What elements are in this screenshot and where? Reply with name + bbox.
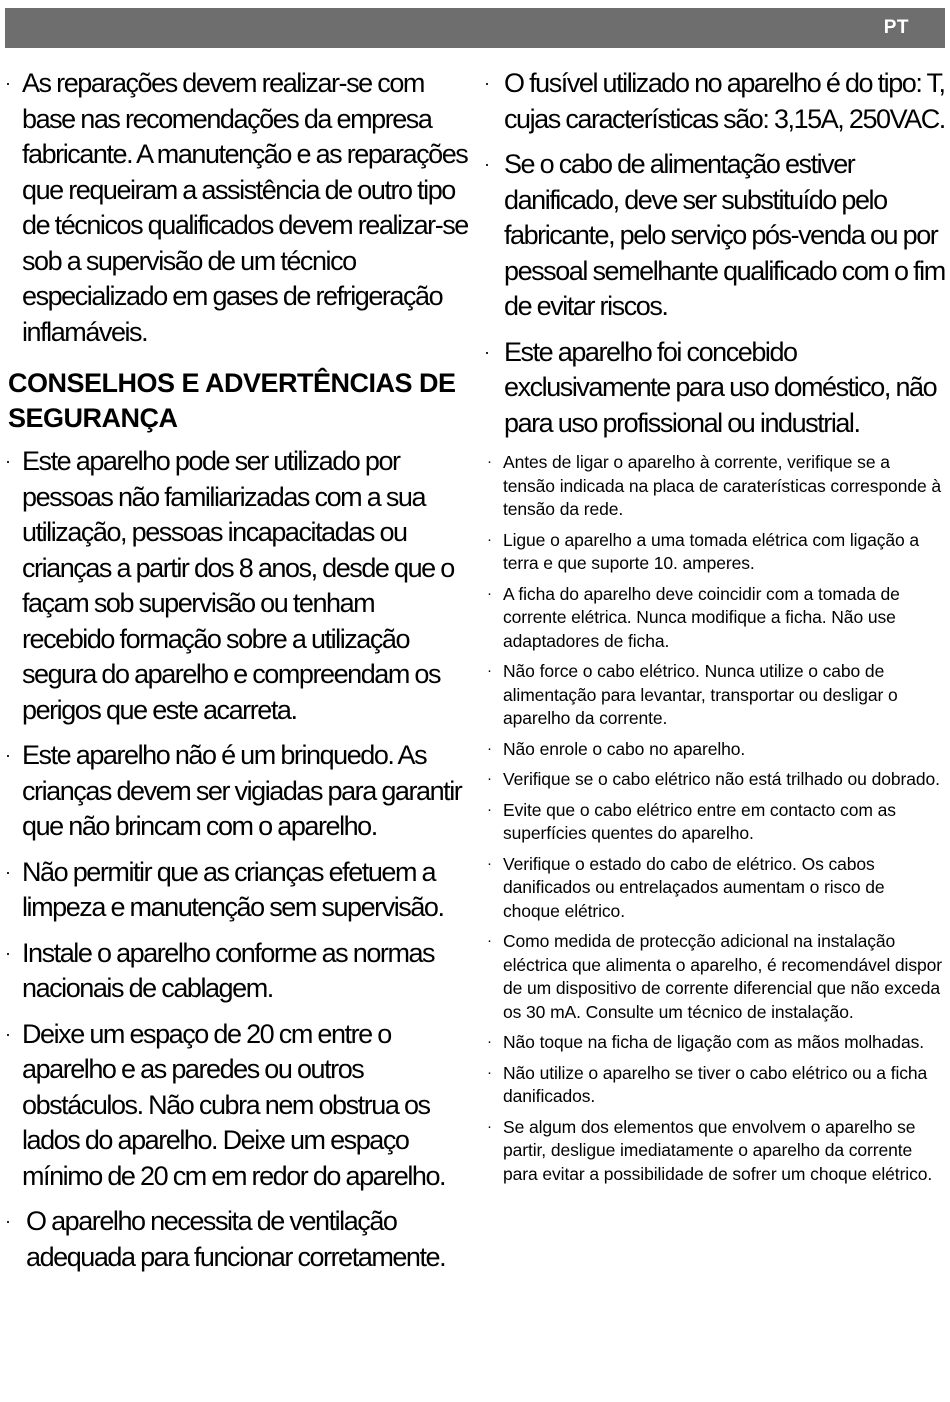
list-item: · O aparelho necessita de ventilação adequada para funcionar corretamente. [5,1206,446,1272]
bullet-icon: · [484,341,490,362]
intro-list [5,66,468,350]
bullet-icon: · [487,453,492,470]
list-item: · Antes de ligar o aparelho à corrente, verifique se a tensão indicada na placa de caraterísticas corresponde à tensão da rede. [487,452,942,519]
list-item: · Este aparelho foi concebido exclusivamente para uso doméstico, não para uso profissional ou industrial. [484,336,937,438]
language-label: PT [883,17,909,38]
fuse-cable-list [484,66,945,441]
bullet-icon: · [487,739,492,757]
list-item: · As reparações devem realizar-se com base nas recomendações da empresa fabricante. A manutenção e as reparações que requeiram a assistência de outro tipo de técnicos qualificados devem realizar-se sob a supervisão de um técnico especializado em gases de refrigeração inflamáveis. [5,68,468,347]
bullet-icon: · [487,662,492,679]
list-item: · Verifique o estado do cabo de elétrico. Os cabos danificados ou entrelaçados aumentam o risco de choque elétrico. [487,853,885,921]
bullet-icon: · [5,942,11,963]
bullet-icon: · [487,770,492,787]
bullet-icon: · [5,745,11,765]
list-item: · Como medida de protecção adicional na instalação eléctrica que alimenta o aparelho, é recomendável dispor de um dispositivo de corrente diferencial que não exceda os 30 mA. Consulte um técnico de instalação. [487,931,942,1022]
list-item: · Não enrole o cabo no aparelho. [487,738,746,759]
list-item: · Este aparelho não é um brinquedo. As crianças devem ser vigiadas para garantir que não brincam com o aparelho. [5,740,462,841]
list-item: · Evite que o cabo elétrico entre em contacto com as superfícies quentes do aparelho. [487,799,896,843]
bullet-icon: · [5,861,11,882]
left-column [5,66,468,1285]
bullet-icon: · [487,584,492,602]
list-item: · Este aparelho pode ser utilizado por pessoas não familiarizadas com a sua utilização, pessoas incapacitadas ou crianças a partir dos 8 anos, desde que o façam sob supervisão ou tenham recebido formação sobre a utilização segura do aparelho e compreendam os perigos que este acarreta. [5,446,454,725]
list-item: · Não force o cabo elétrico. Nunca utilize o cabo de alimentação para levantar, transportar ou desligar o aparelho da corrente. [487,661,898,728]
bullet-icon: · [487,530,492,548]
safety-list [5,444,468,1275]
bullet-icon: · [5,1023,11,1044]
bullet-icon: · [487,1117,492,1135]
list-item: · Instale o aparelho conforme as normas nacionais de cablagem. [5,937,435,1003]
list-item: · Não utilize o aparelho se tiver o cabo elétrico ou a ficha danificados. [487,1062,928,1106]
bullet-icon: · [487,854,492,872]
bullet-icon: · [487,932,492,949]
list-item: · O fusível utilizado no aparelho é do tipo: T, cujas características são: 3,15A, 250VAC. [484,68,945,134]
list-item: · Verifique se o cabo elétrico não está trilhado ou dobrado. [487,769,940,789]
list-item: · Não toque na ficha de ligação com as mãos molhadas. [487,1032,924,1052]
header-bar [5,8,945,48]
list-item: · Ligue o aparelho a uma tomada elétrica com ligação a terra e que suporte 10. amperes. [487,529,920,573]
list-item: · Não permitir que as crianças efetuem a limpeza e manutenção sem supervisão. [5,856,444,922]
bullet-icon: · [487,1063,492,1081]
list-item: · Deixe um espaço de 20 cm entre o aparelho e as paredes ou outros obstáculos. Não cubra nem obstrua os lados do aparelho. Deixe um espaço mínimo de 20 cm em redor do aparelho. [5,1018,446,1191]
list-item: · A ficha do aparelho deve coincidir com a tomada de corrente elétrica. Nunca modifique a ficha. Não use adaptadores de ficha. [487,583,900,651]
list-item: · Se algum dos elementos que envolvem o aparelho se partir, desligue imediatamente o aparelho da corrente para evitar a possibilidade de sofrer um choque elétrico. [487,1116,933,1184]
bullet-icon: · [487,1033,492,1050]
list-item: · Se o cabo de alimentação estiver danificado, deve ser substituído pelo fabricante, pelo serviço pós-venda ou por pessoal semelhante qualificado com o fim de evitar riscos. [484,149,945,321]
right-column [484,66,945,1193]
section-title: CONSELHOS E ADVERTÊNCIAS DE SEGURANÇA [8,368,456,433]
bullet-icon: · [484,73,490,93]
bullet-icon: · [5,73,11,93]
bullet-icon: · [484,154,490,174]
electrical-safety-list [487,451,945,1186]
bullet-icon: · [487,800,492,818]
bullet-icon: · [5,451,11,471]
bullet-icon: · [5,1211,11,1231]
